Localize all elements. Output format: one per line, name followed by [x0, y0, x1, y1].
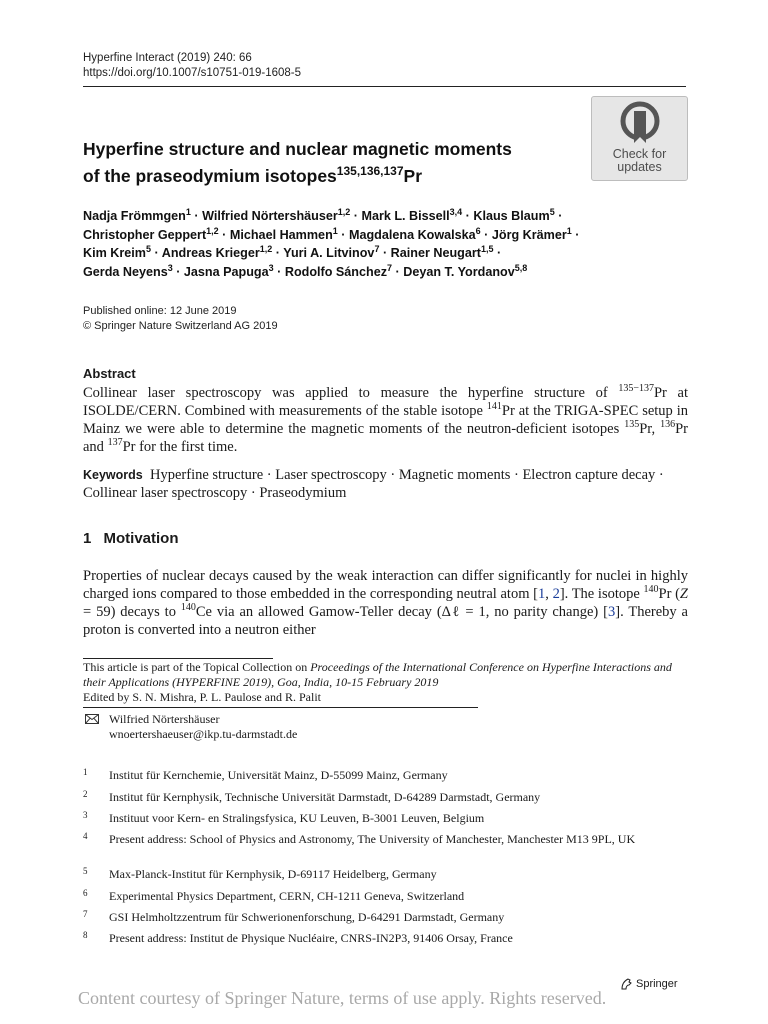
affiliation-number: 8	[83, 930, 88, 940]
author-list	[83, 207, 688, 281]
abstract-part: Pr,	[639, 421, 661, 437]
author-affiliation-sup: 1,5	[480, 243, 494, 254]
abstract-sup: 135−137	[618, 383, 654, 395]
publication-info	[83, 304, 278, 334]
author-affiliation-sup: 3,4	[449, 206, 463, 217]
motivation-text	[83, 567, 688, 639]
author-separator: ·	[379, 246, 391, 260]
author-affiliation-sup: 1	[185, 206, 191, 217]
author-separator: ·	[392, 264, 404, 279]
title-line2	[83, 160, 578, 187]
author-separator: ·	[272, 246, 284, 260]
badge-text	[592, 148, 687, 174]
author-name: Andreas Krieger	[161, 246, 260, 260]
author-name: Deyan T. Yordanov	[403, 264, 515, 279]
body-part: = 59) decays to	[83, 604, 181, 620]
courtesy-watermark: Content courtesy of Springer Nature, terms of use apply. Rights reserved.	[78, 988, 607, 1008]
affiliation-text: Institut für Kernchemie, Universität Mainz, D-55099 Mainz, Germany	[109, 768, 448, 782]
affiliation-text: Experimental Physics Department, CERN, CH-1211 Geneva, Switzerland	[109, 889, 465, 903]
author-affiliation-sup: 1,2	[259, 243, 273, 254]
author-name: Magdalena Kowalska	[348, 227, 476, 242]
citation-link[interactable]: 2	[552, 586, 560, 602]
author-affiliation-sup: 3	[268, 262, 274, 273]
springer-logo	[620, 978, 678, 990]
corresponding-author: Wilfried Nörtershäuser	[109, 712, 220, 726]
footnote-rule	[83, 658, 273, 659]
author-separator: ·	[172, 264, 184, 279]
affiliation-text: Present address: Institut de Physique Nucléaire, CNRS-IN2P3, 91406 Orsay, France	[109, 931, 513, 945]
doi-link[interactable]: https://doi.org/10.1007/s10751-019-1608-5	[83, 67, 302, 79]
author-affiliation-sup: 7	[387, 262, 393, 273]
correspondence	[109, 712, 297, 742]
author-name: Kim Kreim	[83, 246, 146, 260]
body-italic: Z	[679, 586, 688, 602]
keywords	[83, 466, 688, 502]
body-part: ,	[545, 586, 553, 602]
abstract-sup: 135	[624, 419, 640, 431]
envelope-icon	[85, 714, 99, 724]
author-separator: ·	[151, 246, 162, 260]
body-part: Pr (	[658, 586, 680, 602]
abstract-text	[83, 384, 688, 456]
author-affiliation-sup: 5	[549, 206, 555, 217]
keywords-text: Hyperfine structure · Laser spectroscopy · Magnetic moments · Electron capture decay · Collinear laser spectroscopy · Praseodymium	[83, 467, 664, 501]
abstract-heading: Abstract	[83, 366, 136, 381]
author-separator: ·	[493, 246, 502, 260]
title-element: Pr	[403, 165, 423, 186]
author-affiliation-sup: 3	[167, 262, 173, 273]
affiliation-number: 7	[83, 909, 88, 919]
springer-horse-icon	[620, 978, 633, 990]
abstract-part: Pr and	[83, 421, 688, 455]
author-name: Rainer Neugart	[390, 246, 481, 260]
correspondence-rule	[83, 707, 478, 708]
author-name: Michael Hammen	[229, 227, 333, 242]
author-separator: ·	[554, 209, 563, 223]
author-name: Jörg Krämer	[491, 227, 567, 242]
author-affiliation-sup: 1	[566, 225, 572, 236]
crossmark-icon	[620, 101, 660, 145]
affiliation-text: Institut für Kernphysik, Technische Universität Darmstadt, D-64289 Darmstadt, Germany	[109, 790, 541, 804]
body-part: ]. The isotope	[559, 586, 644, 602]
check-for-updates-badge[interactable]	[591, 96, 688, 181]
author-name: Gerda Neyens	[83, 264, 168, 279]
author-separator: ·	[571, 227, 580, 242]
affiliation-text: GSI Helmholtzzentrum für Schwerionenforschung, D-64291 Darmstadt, Germany	[109, 910, 505, 924]
body-part: Properties of nuclear decays caused by the weak interaction can differ significantly for nuclei in highly charged ions compared to those embedded in the corresponding neutral atom [	[83, 568, 688, 602]
title-line1: Hyperfine structure and nuclear magnetic moments	[83, 139, 512, 159]
citation-link[interactable]: 1	[538, 586, 546, 602]
affiliation-text: Max-Planck-Institut für Kernphysik, D-69117 Heidelberg, Germany	[109, 867, 437, 881]
author-affiliation-sup: 6	[475, 225, 481, 236]
author-affiliation-sup: 7	[374, 243, 380, 254]
body-sup: 140	[180, 602, 196, 614]
abstract-sup: 137	[107, 437, 123, 449]
section-heading	[83, 530, 179, 547]
publisher-name: Springer	[636, 978, 678, 990]
author-name: Christopher Geppert	[83, 227, 207, 242]
author-affiliation-sup: 5	[146, 243, 152, 254]
author-separator: ·	[337, 227, 349, 242]
author-affiliation-sup: 1	[332, 225, 338, 236]
author-affiliation-sup: 5,8	[514, 262, 528, 273]
email-link[interactable]: wnoertershaeuser@ikp.tu-darmstadt.de	[109, 727, 298, 741]
abstract-part: Pr at the TRIGA-SPEC setup in Mainz we were able to determine the magnetic moments of the neutron-deficient isotopes	[83, 403, 689, 437]
header-rule	[83, 86, 686, 87]
note-editors: Edited by S. N. Mishra, P. L. Paulose and R. Palit	[83, 690, 321, 704]
note-collection	[83, 660, 688, 690]
section-title: Motivation	[103, 530, 179, 547]
author-name: Mark L. Bissell	[361, 209, 450, 223]
author-name: Rodolfo Sánchez	[284, 264, 387, 279]
copyright: © Springer Nature Switzerland AG 2019	[83, 320, 278, 332]
section-number: 1	[83, 530, 92, 547]
author-name: Yuri A. Litvinov	[283, 246, 375, 260]
abstract-part: Pr for the first time.	[122, 439, 238, 455]
journal-header	[83, 51, 301, 81]
body-part: Ce via an allowed Gamow-Teller decay (Δℓ = 1, no parity change) [	[195, 604, 608, 620]
title-line2-prefix: of the praseodymium isotopes	[83, 165, 337, 186]
abstract-sup: 141	[486, 401, 502, 413]
badge-line2: updates	[617, 160, 662, 174]
author-separator: ·	[273, 264, 285, 279]
author-separator: ·	[480, 227, 492, 242]
published-online: Published online: 12 June 2019	[83, 305, 237, 317]
paper-title	[83, 138, 578, 187]
abstract-part: Pr at ISOLDE/CERN. Combined with measurements of the stable isotope	[83, 385, 688, 419]
affiliation-number: 3	[83, 810, 88, 820]
author-separator: ·	[462, 209, 474, 223]
affiliation-number: 1	[83, 767, 88, 777]
affiliation-text: Instituut voor Kern- en Stralingsfysica, KU Leuven, B-3001 Leuven, Belgium	[109, 811, 485, 825]
author-affiliation-sup: 1,2	[206, 225, 219, 236]
affiliation-number: 5	[83, 866, 88, 876]
keywords-label: Keywords	[83, 468, 143, 482]
citation-link[interactable]: 3	[608, 604, 616, 620]
author-name: Jasna Papuga	[183, 264, 269, 279]
author-separator: ·	[190, 209, 203, 223]
abstract-sup: 136	[660, 419, 676, 431]
author-name: Klaus Blaum	[473, 209, 550, 223]
body-part: ]. Thereby a proton is converted into a neutron either	[83, 604, 688, 638]
note-prefix: This article is part of the Topical Collection on	[83, 660, 311, 674]
author-name: Nadja Frömmgen	[83, 209, 186, 223]
abstract-part: Collinear laser spectroscopy was applied to measure the hyperfine structure of	[83, 385, 619, 401]
badge-line1: Check for	[612, 147, 667, 161]
affiliation-number: 2	[83, 789, 88, 799]
author-separator: ·	[218, 227, 230, 242]
author-affiliation-sup: 1,2	[337, 206, 351, 217]
author-name: Wilfried Nörtershäuser	[202, 209, 338, 223]
affiliation-number: 6	[83, 888, 88, 898]
author-separator: ·	[350, 209, 362, 223]
body-sup: 140	[643, 584, 659, 596]
note-proceedings: Proceedings of the International Conference on Hyperfine Interactions and their Applications (HYPERFINE 2019), Goa, India, 10-15 February 2019	[83, 660, 672, 689]
affiliation-text: Present address: School of Physics and Astronomy, The University of Manchester, Manchester M13 9PL, UK	[109, 832, 636, 846]
topical-collection-note	[83, 660, 688, 705]
journal-citation: Hyperfine Interact (2019) 240: 66	[83, 52, 252, 64]
title-isotope-sup: 135,136,137	[336, 164, 404, 178]
affiliation-number: 4	[83, 831, 88, 841]
